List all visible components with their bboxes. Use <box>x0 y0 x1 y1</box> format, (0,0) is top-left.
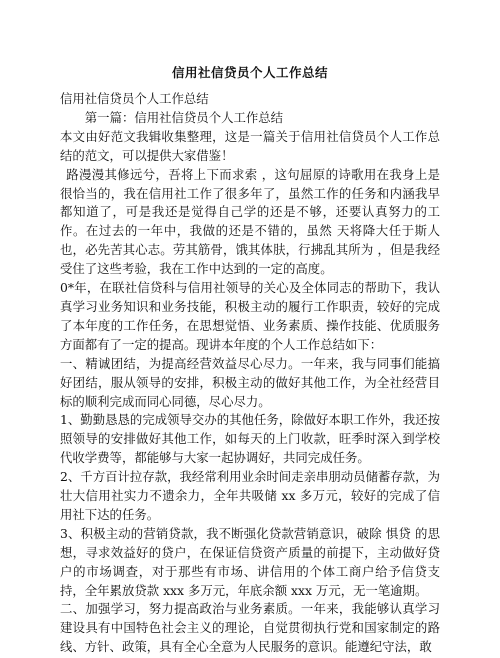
intro-paragraph: 本文由好范文我辑收集整理，这是一篇关于信用社信贷员个人工作总结的范文，可以提供大家借鉴！ <box>60 128 440 163</box>
body-paragraph: 1、勤勤恳恳的完成领导交办的其他任务，除做好本职工作外，我还按照领导的安排做好其他工作，如每天的上门收款，旺季时深入到学校代收学费等，都能够与大家一起协调好，共同完成任务。 <box>60 412 440 466</box>
document-title: 信用社信贷员个人工作总结 <box>171 65 328 80</box>
body-paragraph: 3、积极主动的营销贷款，我不断强化贷款营销意识，破除 惧贷 的思想，寻求效益好的贷户，在保证信贷资产质量的前提下，主动做好贷户的市场调查，对于那些有市场、讲信用的个体工商户给予信贷支持，全年累放贷款 xxx 多万元，年底余额 xxx 万元，无一笔逾期。 <box>60 525 440 598</box>
document-body <box>60 90 440 657</box>
section-heading: 第一篇：信用社信贷员个人工作总结 <box>84 109 284 125</box>
body-paragraph: 二、加强学习，努力提高政治与业务素质。一年来，我能够认真学习建设具有中国特色社会主义的理论，自觉贯彻执行党和国家制定的路线、方针、政策，具有全心全意为人民服务的意识。能遵纪守法，敢 <box>60 601 440 655</box>
body-paragraph: 2、千方百计拉存款，我经常利用业余时间走亲串朋动员储蓄存款，为壮大信用社实力不遗余力，全年共吸储 xx 多万元，较好的完成了信用社下达的任务。 <box>60 469 440 522</box>
body-paragraph: 一、精诚团结，为提高经营效益尽心尽力。一年来，我与同事们能搞好团结，服从领导的安排，积极主动的做好其他工作，为全社经营目标的顺利完成而同心同德，尽心尽力。 <box>60 355 440 409</box>
body-paragraph: 0*年，在联社信贷科与信用社领导的关心及全体同志的帮助下，我认真学习业务知识和业务技能，积极主动的履行工作职责，较好的完成了本年度的工作任务，在思想觉悟、业务素质、操作技能、优质服务方面都有了一定的提高。现讲本年度的个人工作总结如下： <box>60 280 440 352</box>
body-paragraph: 路漫漫其修远兮，吾将上下而求索 ，这句屈原的诗歌用在我身上是很恰当的，我在信用社工作了很多年了，虽然工作的任务和内涵我早都知道了，可是我还是觉得自己学的还是不够，还要认真努力的工作。在过去的一年中，我做的还是不错的，虽然 天将降大任于斯人也，必先苦其心志。劳其筋骨，饿其体肤，行拂乱其所为 ，但是我经受住了这些考验，我在工作中达到的一定的高度。 <box>60 166 440 277</box>
subtitle-paragraph: 信用社信贷员个人工作总结 <box>60 91 209 106</box>
